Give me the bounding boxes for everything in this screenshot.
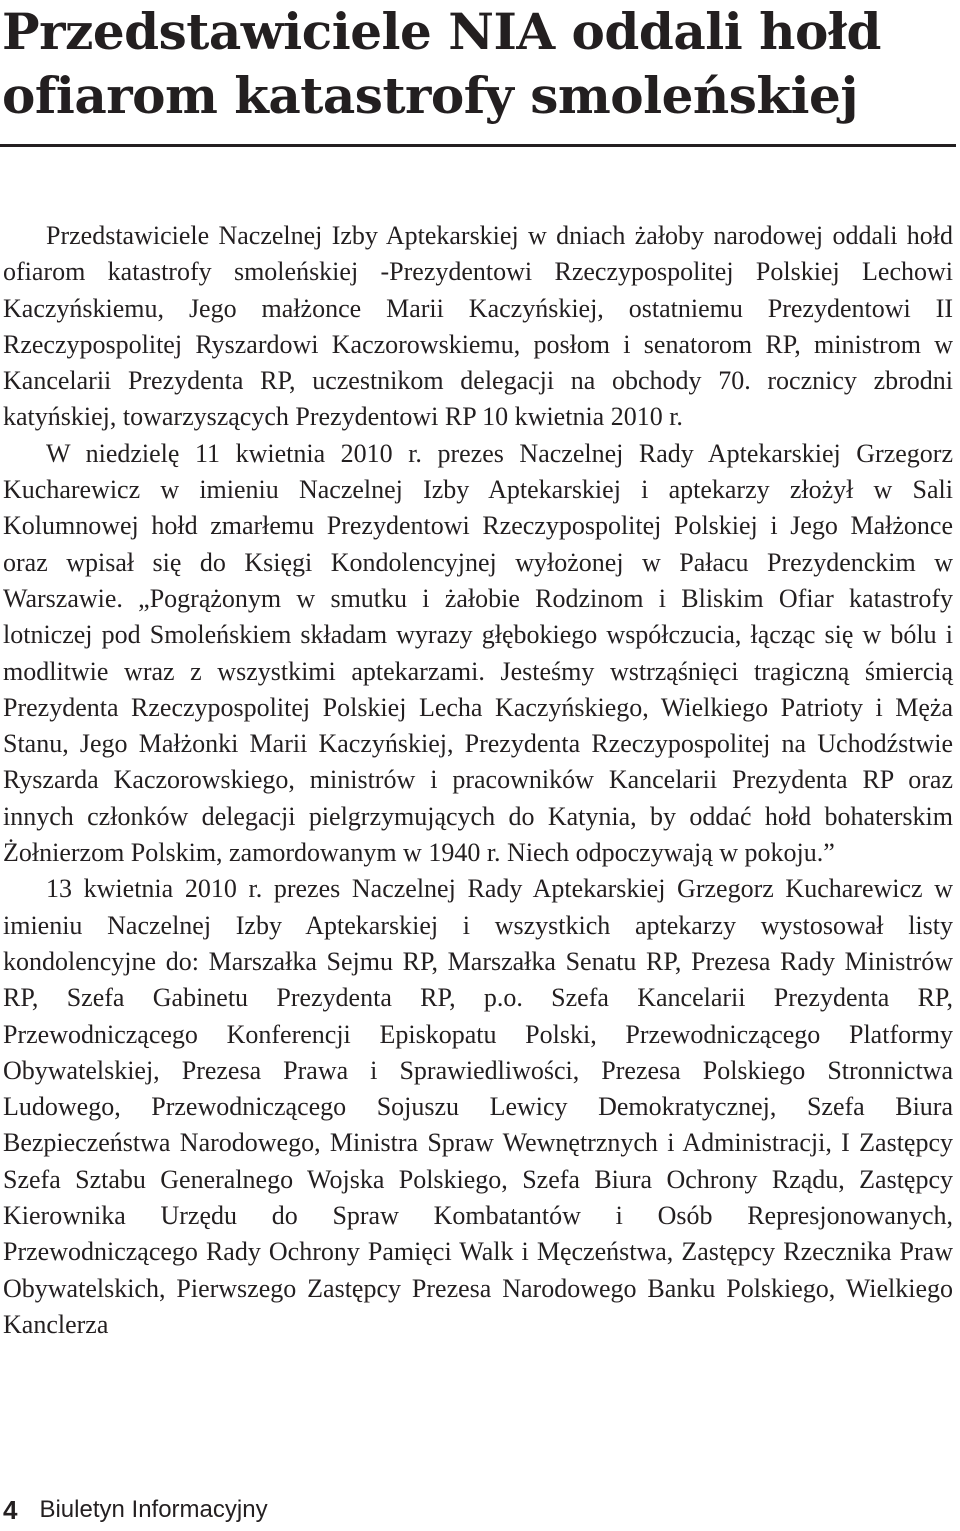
article-title: Przedstawiciele NIA oddali hołd ofiarom katastrofy smoleńskiej	[2, 2, 882, 125]
paragraph-3: 13 kwietnia 2010 r. prezes Naczelnej Rady Aptekarskiej Grzegorz Kucharewicz w imieniu Naczelnej Izby Aptekarskiej i wszystkich aptekarzy wystosował listy kondolencyjne do: Marszałka Sejmu RP, Marszałka Senatu RP, Prezesa Rady Ministrów RP, Szefa Gabinetu Prezydenta RP, p.o. Szefa Kancelarii Prezydenta RP, Przewodniczącego Konferencji Episkopatu Polski, Przewodniczącego Platformy Obywatelskiej, Prezesa Prawa i Sprawiedliwości, Prezesa Polskiego Stronnictwa Ludowego, Przewodniczącego Sojuszu Lewicy Demokratycznej, Szefa Biura Bezpieczeństwa Narodowego, Ministra Spraw Wewnętrznych i Administracji, I Zastępcy Szefa Sztabu Generalnego Wojska Polskiego, Szefa Biura Ochrony Rządu, Zastępcy Kierownika Urzędu do Spraw Kombatantów i Osób Represjonowanych, Przewodniczącego Rady Ochrony Pamięci Walk i Męczeństwa, Zastępcy Rzecznika Praw Obywatelskich, Pierwszego Zastępcy Prezesa Narodowego Banku Polskiego, Wielkiego Kanclerza	[3, 874, 953, 1339]
page-number: 4	[3, 1494, 18, 1525]
page-footer	[3, 1492, 268, 1528]
article-body	[3, 218, 953, 1343]
paragraph-1: Przedstawiciele Naczelnej Izby Aptekarskiej w dniach żałoby narodowej oddali hołd ofiarom katastrofy smoleńskiej -Prezydentowi Rzeczypospolitej Polskiej Lechowi Kaczyńskiemu, Jego małżonce Marii Kaczyńskiej, ostatniemu Prezydentowi II Rzeczypospolitej Ryszardowi Kaczorowskiemu, posłom i senatorom RP, ministrom w Kancelarii Prezydenta RP, uczestnikom delegacji na obchody 70. rocznicy zbrodni katyńskiej, towarzyszących Prezydentowi RP 10 kwietnia 2010 r.	[3, 221, 953, 432]
paragraph-2: W niedzielę 11 kwietnia 2010 r. prezes Naczelnej Rady Aptekarskiej Grzegorz Kucharewicz w imieniu Naczelnej Izby Aptekarskiej i aptekarzy złożył w Sali Kolumnowej hołd zmarłemu Prezydentowi Rzeczypospolitej Polskiej i Jego Małżonce oraz wpisał się do Księgi Kondolencyjnej wyłożonej w Pałacu Prezydenckim w Warszawie. „Pogrążonym w smutku i żałobie Rodzinom i Bliskim Ofiar katastrofy lotniczej pod Smoleńskiem składam wyrazy głębokiego współczucia, łącząc się w bólu i modlitwie wraz z wszystkimi aptekarzami. Jesteśmy wstrząśnięci tragiczną śmiercią Prezydenta Rzeczypospolitej Polskiej Lecha Kaczyńskiego, Wielkiego Patrioty i Męża Stanu, Jego Małżonki Marii Kaczyńskiej, Prezydenta Rzeczypospolitej na Uchodźstwie Ryszarda Kaczorowskiego, ministrów i pracowników Kancelarii Prezydenta RP oraz innych członków delegacji pielgrzymujących do Katynia, by oddać hołd bohaterskim Żołnierzom Polskim, zamordowanym w 1940 r. Niech odpoczywają w pokoju.”	[3, 438, 953, 868]
publication-name: Biuletyn Informacyjny	[39, 1496, 268, 1523]
title-divider	[0, 144, 956, 147]
